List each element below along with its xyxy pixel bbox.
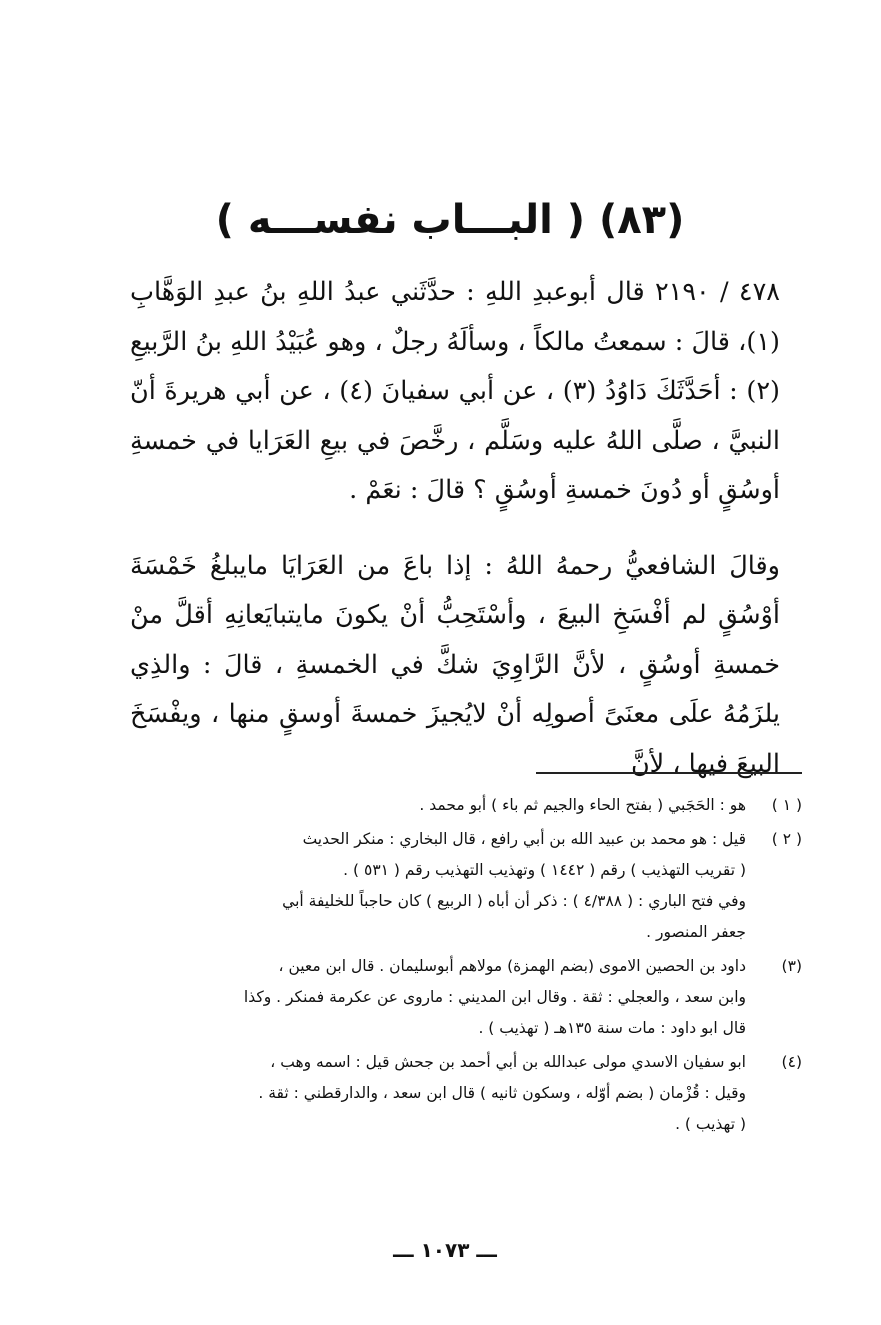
footnote-line: ابو سفيان الاسدي مولى عبدالله بن أبي أحمد بن جحش قيل : اسمه وهب ، <box>270 1053 746 1071</box>
footnote-4 <box>140 1047 802 1140</box>
page-number <box>380 1238 510 1262</box>
footnote-divider <box>536 772 802 774</box>
footnote-line: هو : الحَجَبي ( بفتح الحاء والجيم ثم باء ) أبو محمد . <box>419 796 746 814</box>
main-text <box>130 268 780 789</box>
footnote-body <box>140 790 746 821</box>
text-line: خمسةِ أوسُقٍ أو دُونَ خمسةِ أوسُقٍ ؟ قالَ : نعَمْ . <box>130 425 780 505</box>
footnote-1 <box>140 790 802 821</box>
footnote-line: ( تقريب التهذيب ) رقم ( ١٤٤٢ ) وتهذيب التهذيب رقم ( ٥٣١ ) . <box>343 861 746 879</box>
paragraph-commentary <box>130 542 780 790</box>
footnote-body <box>140 951 746 1044</box>
footnote-line: وابن سعد ، والعجلي : ثقة . وقال ابن المديني : ماروى عن عكرمة فمنكر . وكذا <box>243 988 746 1006</box>
footnote-line: داود بن الحصين الاموى (بضم الهمزة) مولاهم أبوسليمان . قال ابن معين ، <box>278 957 746 975</box>
footnote-number: (٣) <box>781 957 802 975</box>
footnote-line: وقيل : قُزْمان ( بضم أوّله ، وسكون ثانيه ) قال ابن سعد ، والدارقطني : ثقة . <box>258 1084 746 1102</box>
text-line: أوْسُقٍ لم أفْسَخِ البيعَ ، وأسْتَحِبُّ أنْ يكونَ مايتبايَعانِهِ أقلَّ منْ خمسةِ <box>130 600 780 680</box>
paragraph-hadith <box>130 268 780 516</box>
footnote-number: ( ١ ) <box>771 796 802 814</box>
footnote-line: جعفر المنصور . <box>646 923 746 941</box>
footnotes <box>140 790 802 1143</box>
footnote-line: قال ابو داود : مات سنة ١٣٥هـ ( تهذيب ) . <box>478 1019 746 1037</box>
text-line: أوسُقٍ ، لأنَّ الرَّاوِيَ شكَّ في الخمسةِ ، قالَ : والذِي يلزَمُهُ علَى <box>130 649 780 729</box>
text-line: الوَهَّابِ (١)، قالَ : سمعتُ مالكاً ، وسألَهُ رجلٌ ، وهو عُبَيْدُ اللهِ <box>130 277 780 357</box>
chapter-title: (٨٣) ( البـــاب نفســـه ) <box>215 197 685 243</box>
text-line: بنُ الرَّبيعِ (٢) : أحَدَّثَكَ دَاوُدُ (٣) ، عن أبي سفيانَ (٤) ، عن أبي <box>130 326 780 406</box>
footnote-3 <box>140 951 802 1044</box>
footnote-line: وفي فتح الباري : ( ٤/٣٨٨ ) : ذكر أن أباه ( الربيع ) كان حاجباً للخليفة أبي <box>282 892 746 910</box>
footnote-line: ( تهذيب ) . <box>675 1115 746 1133</box>
footnote-2 <box>140 824 802 948</box>
footnote-number: (٤) <box>781 1053 802 1071</box>
text-line: معنَىً أصولِه أنْ لايُجيزَ خمسةَ أوسقٍ منها ، ويفْسَخَ البيعَ فيها ، لأنَّ <box>130 699 780 779</box>
page-number-text: ـــ ١٠٧٣ ـــ <box>393 1238 497 1262</box>
footnote-line: قيل : هو محمد بن عبيد الله بن أبي رافع ، قال البخاري : منكر الحديث <box>302 830 746 848</box>
footnote-number: ( ٢ ) <box>771 830 802 848</box>
text-line: هريرةَ أنّ النبيَّ ، صلَّى اللهُ عليه وسَلَّم ، رخَّصَ في بيعِ العَرَايا في <box>130 376 780 456</box>
text-line: وقالَ الشافعيُّ رحمهُ اللهُ : إذا باعَ من العَرَايَا مايبلغُ خَمْسَةَ <box>130 550 780 581</box>
text-line: ٤٧٨ / ٢١٩٠ قال أبوعبدِ اللهِ : حدَّثَني عبدُ اللهِ بنُ عبدِ <box>213 277 780 307</box>
footnote-body <box>140 824 746 948</box>
footnote-body <box>140 1047 746 1140</box>
